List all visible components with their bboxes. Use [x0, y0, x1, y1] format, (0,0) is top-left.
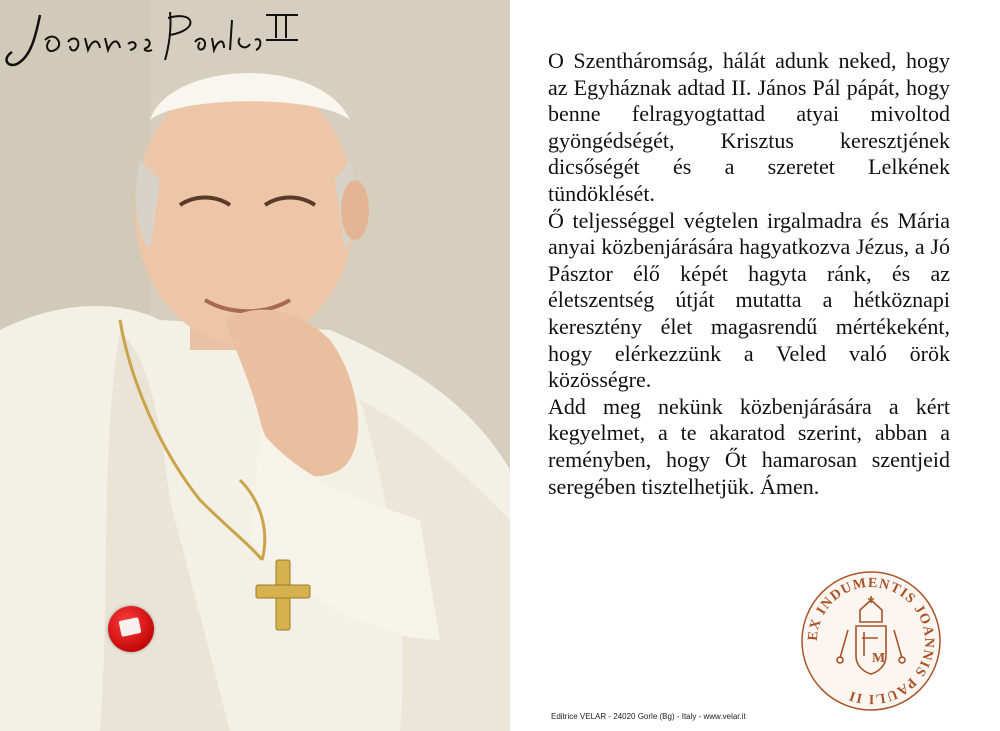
- handwritten-signature: [0, 0, 300, 80]
- prayer-text: [548, 48, 950, 500]
- relic-red-seal: [108, 606, 154, 652]
- svg-text:M: M: [872, 651, 886, 666]
- relic-stamp-seal: [800, 570, 942, 712]
- seal-text: EX INDUMENTIS JOANNIS PAULI II: [805, 575, 937, 707]
- prayer-paragraph: Add meg nekünk közbenjárására a kért kegyelmet, a te akaratod szerint, abban a reményben, hogy Őt hamarosan szentjeid seregében tisztelhetjük. Ámen.: [548, 393, 950, 499]
- prayer-paragraph: O Szentháromság, hálát adunk neked, hogy az Egyháznak adtad II. János Pál pápát, hogy benne felragyogtattad atyai mivoltod gyöngédségét, Krisztus keresztjének dicsőségét és a szeretet Lelkének tündöklését.: [548, 48, 950, 206]
- prayer-paragraph: Ő teljességgel végtelen irgalmadra és Mária anyai közbenjárására hagyatkozva Jézus, a Jó Pásztor élő képét hagyta ránk, és az életszentség útját mutatta a hétköznapi keresztény élet magasrendű mértékeként, hogy elérkezzünk a Veled való örök közösségre.: [548, 207, 950, 393]
- publisher-imprint: Editrice VELAR - 24020 Gorle (Bg) - Italy - www.velar.it: [551, 712, 746, 721]
